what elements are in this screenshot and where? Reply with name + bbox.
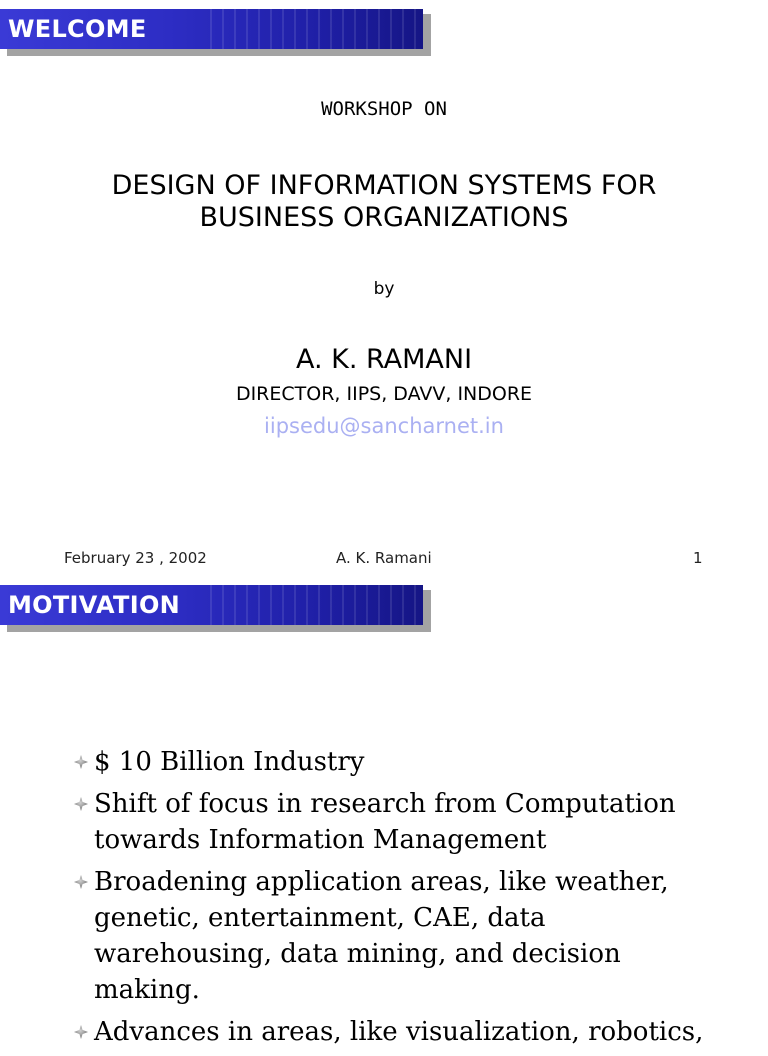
bullet-text: Broadening application areas, like weather, genetic, entertainment, CAE, data warehousing, data mining, and decision making. (94, 867, 669, 1005)
bullet-item (72, 744, 712, 780)
author-name: A. K. RAMANI (295, 344, 473, 375)
title-line-2: BUSINESS ORGANIZATIONS (199, 202, 569, 233)
by-label: by (373, 279, 395, 299)
star-bullet-icon (74, 797, 88, 811)
title-banner (0, 9, 423, 49)
bullet-item (72, 1014, 712, 1050)
workshop-title (0, 170, 768, 234)
footer-page-number: 1 (693, 549, 703, 567)
banner-title: WELCOME (8, 15, 147, 43)
bullet-item (72, 786, 712, 858)
star-bullet-icon (74, 755, 88, 769)
slide-motivation (0, 576, 768, 1047)
bullet-item (72, 864, 712, 1008)
title-line-1: DESIGN OF INFORMATION SYSTEMS FOR (111, 170, 657, 201)
workshop-label: WORKSHOP ON (321, 98, 447, 120)
star-bullet-icon (74, 1025, 88, 1039)
author-email-link[interactable]: iipsedu@sancharnet.in (264, 414, 504, 438)
footer-date: February 23 , 2002 (64, 549, 207, 567)
bullet-text: Advances in areas, like visualization, robotics, (94, 1017, 704, 1047)
title-banner (0, 585, 423, 625)
star-bullet-icon (74, 875, 88, 889)
bullet-text: Shift of focus in research from Computation towards Information Management (94, 789, 676, 855)
banner-title: MOTIVATION (8, 591, 181, 619)
bullet-list (72, 744, 712, 1056)
footer-author: A. K. Ramani (336, 549, 432, 567)
author-affiliation: DIRECTOR, IIPS, DAVV, INDORE (235, 383, 533, 405)
bullet-text: $ 10 Billion Industry (94, 747, 365, 777)
